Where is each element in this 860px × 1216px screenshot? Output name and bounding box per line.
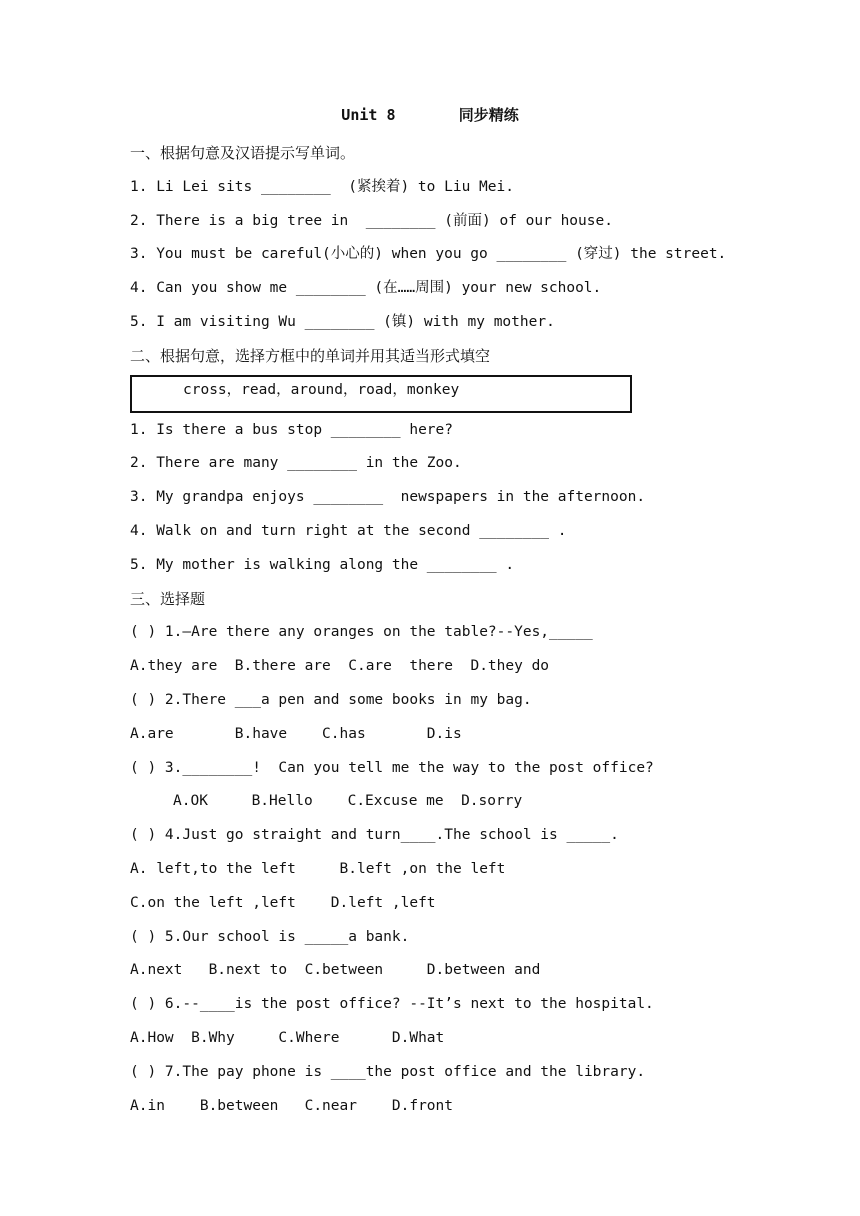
question-2-options: A.are B.have C.has D.is — [130, 725, 462, 742]
section-2-item-1: 1. Is there a bus stop ________ here? — [130, 421, 454, 438]
question-1-options: A.they are B.there are C.are there D.they do — [130, 658, 550, 675]
section-2-item-4: 4. Walk on and turn right at the second ________ . — [130, 522, 567, 539]
question-5: ( ) 5.Our school is _____a bank. — [130, 928, 410, 945]
section-1-item-4: 4. Can you show me ________ (在……周围) your new school. — [130, 280, 602, 297]
word-bank-box: cross，read，around，road，monkey — [130, 375, 632, 413]
page-title: Unit 8 同步精练 — [341, 106, 519, 124]
question-4-options-row-1: A. left,to the left B.left ,on the left — [130, 860, 506, 877]
question-6: ( ) 6.--____is the post office? --It’s next to the hospital. — [130, 996, 654, 1013]
worksheet-content — [130, 137, 770, 1123]
question-3: ( ) 3.________! Can you tell me the way to the post office? — [130, 759, 654, 776]
section-1-item-3: 3. You must be careful(小心的) when you go ________ (穿过) the street. — [130, 246, 727, 263]
section-2-heading: 二、根据句意，选择方框中的单词并用其适当形式填空 — [130, 346, 491, 365]
section-2-item-2: 2. There are many ________ in the Zoo. — [130, 455, 462, 472]
question-5-options: A.next B.next to C.between D.between and — [130, 962, 541, 979]
section-2-item-3: 3. My grandpa enjoys ________ newspapers in the afternoon. — [130, 489, 646, 506]
question-3-options: A.OK B.Hello C.Excuse me D.sorry — [173, 793, 523, 810]
question-6-options: A.How B.Why C.Where D.What — [130, 1029, 445, 1046]
question-4: ( ) 4.Just go straight and turn____.The school is _____. — [130, 827, 619, 844]
section-1-item-1: 1. Li Lei sits ________ (紧挨着) to Liu Mei. — [130, 178, 514, 195]
section-3-heading: 三、选择题 — [130, 589, 206, 608]
question-7: ( ) 7.The pay phone is ____the post office and the library. — [130, 1063, 646, 1080]
question-7-options: A.in B.between C.near D.front — [130, 1097, 454, 1114]
question-1: ( ) 1.—Are there any oranges on the table?--Yes,_____ — [130, 624, 593, 641]
section-1-item-5: 5. I am visiting Wu ________ (镇) with my mother. — [130, 313, 555, 330]
section-1-heading: 一、根据句意及汉语提示写单词。 — [130, 144, 356, 162]
section-1-item-2: 2. There is a big tree in ________ (前面) of our house. — [130, 212, 613, 229]
question-4-options-row-2: C.on the left ,left D.left ,left — [130, 894, 436, 911]
section-2-item-5: 5. My mother is walking along the ________ . — [130, 556, 515, 573]
question-2: ( ) 2.There ___a pen and some books in my bag. — [130, 691, 532, 708]
